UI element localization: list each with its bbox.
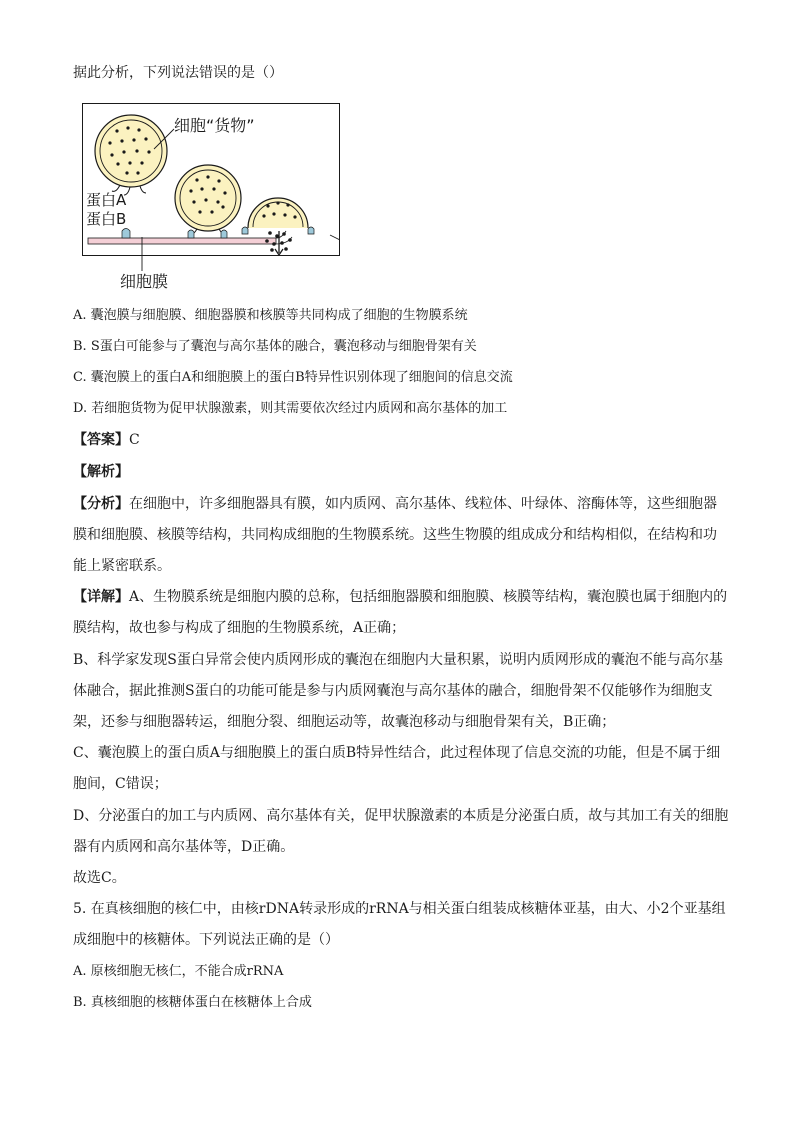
fenxi-line-2: 膜和细胞膜、核膜等结构，共同构成细胞的生物膜系统。这些生物膜的组成成分和结构相似，在结构和功 [73, 527, 717, 543]
fenxi-line-3: 能上紧密联系。 [73, 558, 171, 574]
option-b: B. S蛋白可能参与了囊泡与高尔基体的融合，囊泡移动与细胞骨架有关 [73, 339, 477, 354]
label-cargo: 细胞“货物” [174, 116, 255, 135]
xiangjie-line-7: 胞间，C错误； [73, 776, 168, 792]
answer-value: C [129, 432, 140, 448]
protein-b-receptor [308, 227, 314, 234]
q5-option-a: A. 原核细胞无核仁，不能合成rRNA [73, 964, 284, 979]
option-a: A. 囊泡膜与细胞膜、细胞器膜和核膜等共同构成了细胞的生物膜系统 [73, 308, 468, 323]
vesicle-diagram-svg [82, 103, 340, 293]
xiangjie-line-1 [73, 587, 728, 607]
option-c: C. 囊泡膜上的蛋白A和细胞膜上的蛋白B特异性识别体现了细胞间的信息交流 [73, 370, 513, 385]
xiangjie-line-2: 膜结构，故也参与构成了细胞的生物膜系统，A正确； [73, 620, 406, 636]
xiangjie-tag: 【详解】 [73, 589, 129, 605]
cell-membrane-bar [88, 238, 276, 244]
q5-line-2: 成细胞中的核糖体。下列说法正确的是（） [73, 932, 339, 948]
q5-option-b: B. 真核细胞的核糖体蛋白在核糖体上合成 [73, 995, 312, 1010]
protein-b-receptor [188, 230, 194, 238]
label-protein-b: 蛋白B [86, 210, 127, 228]
xiangjie-line-3: B、科学家发现S蛋白异常会使内质网形成的囊泡在细胞内大量积累，说明内质网形成的囊泡不能与高尔基 [73, 652, 723, 668]
label-protein-a: 蛋白A [86, 191, 127, 209]
fenxi-line-1 [73, 494, 723, 514]
xiangjie-line-9: 器有内质网和高尔基体等，D正确。 [73, 839, 295, 855]
q5-line-1: 5. 在真核细胞的核仁中，由核rDNA转录形成的rRNA与相关蛋白组装成核糖体亚基，由大、小2个亚基组 [73, 901, 726, 917]
xiangjie-line-8: D、分泌蛋白的加工与内质网、高尔基体有关，促甲状腺激素的本质是分泌蛋白质，故与其加工有关的细胞 [73, 808, 729, 824]
fenxi-tag: 【分析】 [73, 496, 129, 512]
answer-line [73, 430, 723, 450]
fenxi-text: 在细胞中，许多细胞器具有膜，如内质网、高尔基体、线粒体、叶绿体、溶酶体等，这些细胞器 [129, 496, 717, 512]
protein-b-receptor [122, 229, 130, 239]
question-stem: 据此分析，下列说法错误的是（） [73, 65, 283, 81]
xiangjie-line-4: 体融合，据此推测S蛋白的功能可能是参与内质网囊泡与高尔基体的融合，细胞骨架不仅能够作为细胞支 [73, 683, 713, 699]
option-d: D. 若细胞货物为促甲状腺激素，则其需要依次经过内质网和高尔基体的加工 [73, 401, 508, 416]
label-membrane: 细胞膜 [120, 272, 169, 291]
xiangjie-line-5: 架，还参与细胞器转运，细胞分裂、细胞运动等，故囊泡移动与细胞骨架有关，B正确； [73, 714, 616, 730]
protein-b-receptor [242, 227, 248, 234]
conclusion: 故选C。 [73, 870, 126, 886]
vesicle-diagram [82, 103, 340, 293]
answer-tag: 【答案】 [73, 432, 129, 448]
analysis-tag: 【解析】 [73, 464, 129, 480]
xiangjie-text: A、生物膜系统是细胞内膜的总称，包括细胞器膜和细胞膜、核膜等结构，囊泡膜也属于细胞内的 [129, 589, 728, 605]
xiangjie-line-6: C、囊泡膜上的蛋白质A与细胞膜上的蛋白质B特异性结合，此过程体现了信息交流的功能，但是不属于细 [73, 745, 721, 761]
protein-b-receptor [221, 230, 227, 238]
